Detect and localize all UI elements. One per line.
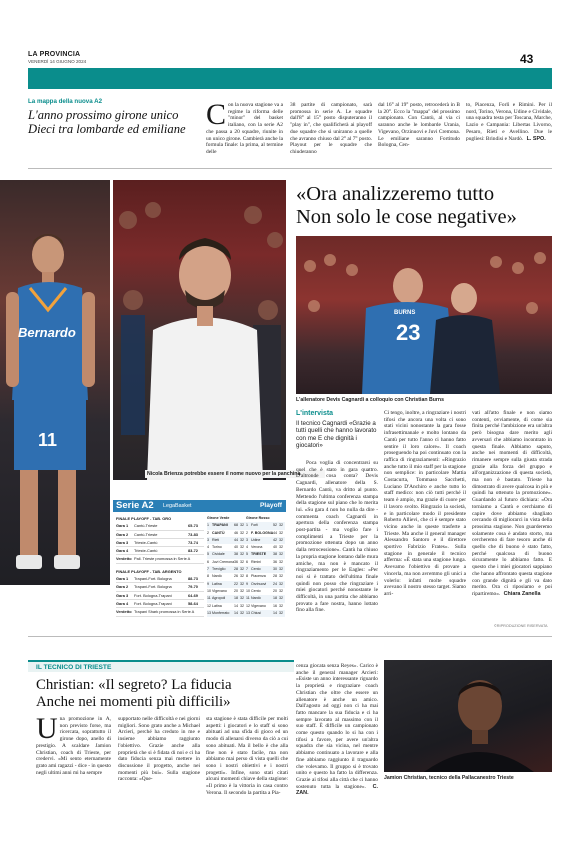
interview-illustration bbox=[296, 236, 552, 394]
standings-g: 32 bbox=[279, 603, 283, 608]
standings-n: 10 bbox=[207, 588, 211, 593]
main-headline-line1: «Ora analizzeremo tutto bbox=[296, 183, 495, 205]
standings-row bbox=[246, 595, 285, 602]
standings-p: 68 bbox=[234, 523, 238, 528]
standings-row bbox=[246, 522, 285, 529]
standings-g: 32 bbox=[279, 581, 283, 586]
standings-p: 28 bbox=[273, 574, 277, 579]
standings-table-a bbox=[207, 522, 246, 617]
standings-row bbox=[246, 581, 285, 588]
article-col-1 bbox=[296, 460, 378, 614]
result-row bbox=[116, 531, 204, 539]
result-s: 73-74 bbox=[188, 539, 198, 545]
standings-n: 7 bbox=[246, 567, 248, 572]
standings-p: 46 bbox=[234, 530, 238, 535]
standings-n: 1 bbox=[246, 523, 248, 528]
standings-row bbox=[246, 559, 285, 566]
publication-date: VENERDÌ 14 GIUGNO 2024 bbox=[28, 59, 87, 64]
section-divider-2 bbox=[28, 636, 552, 637]
standings-t: Rimini bbox=[251, 559, 261, 564]
standings-p: 18 bbox=[273, 596, 277, 601]
standings-table-b bbox=[246, 522, 285, 617]
main-headline bbox=[296, 183, 552, 229]
result-g: Gara 1 bbox=[116, 576, 129, 582]
bottom-headline-line2: Anche nei momenti più difficili» bbox=[36, 693, 231, 710]
standings-p: 38 bbox=[273, 552, 277, 557]
result-m: Cantù-Trieste bbox=[134, 531, 158, 537]
standings-p: 40 bbox=[234, 545, 238, 550]
results-box bbox=[113, 500, 286, 630]
finals-gold-rows bbox=[116, 522, 204, 563]
standings bbox=[207, 515, 285, 617]
result-m: Fort. Bologna-Trapani bbox=[134, 592, 172, 598]
standings-g: 32 bbox=[240, 530, 244, 535]
interview-kicker: L'intervista bbox=[296, 410, 334, 417]
standings-row bbox=[207, 588, 246, 595]
standings-p: 14 bbox=[234, 603, 238, 608]
standings-g: 32 bbox=[240, 567, 244, 572]
result-m: Cantù-Trieste bbox=[134, 523, 158, 529]
trieste-coach-illustration bbox=[384, 660, 552, 772]
results-finals bbox=[116, 515, 204, 617]
standings-g: 32 bbox=[279, 537, 283, 542]
result-row bbox=[116, 583, 204, 591]
result-s: 65-73 bbox=[188, 523, 198, 529]
standings-n: 1 bbox=[207, 523, 209, 528]
player-illustration bbox=[0, 180, 110, 585]
standings-n: 6 bbox=[207, 559, 209, 564]
brief-text-4: to, Piacenza, Forlì e Rimini. Per il nord, Torino, Verona, Udine e Cividale, una squadra testa per Toscana, Marche, Lazio e Campania: Libertas Livorno, Pesaro, Rieti e Avellino. Due le pugliesi: Brindisi e Nardò. bbox=[466, 102, 552, 142]
standings-n: 11 bbox=[207, 596, 211, 601]
standings-g: 32 bbox=[240, 596, 244, 601]
result-s: 79-70 bbox=[188, 584, 198, 590]
standings-row bbox=[246, 588, 285, 595]
standings-p: 52 bbox=[273, 523, 277, 528]
standings-t: Monferrato bbox=[212, 610, 230, 615]
results-header bbox=[113, 500, 286, 512]
player-photo bbox=[0, 180, 110, 585]
standings-p: 26 bbox=[234, 574, 238, 579]
standings-p: 20 bbox=[234, 588, 238, 593]
standings-t: Cividale bbox=[212, 552, 225, 557]
standings-row bbox=[207, 595, 246, 602]
standings-g: 32 bbox=[240, 588, 244, 593]
finals-silver-title: FINALE PLAYOFF - TAB. ARGENTO bbox=[116, 568, 182, 574]
standings-g: 32 bbox=[279, 574, 283, 579]
standings-g: 32 bbox=[240, 537, 244, 542]
standings-row bbox=[207, 522, 246, 529]
result-row bbox=[116, 539, 204, 547]
bottom-col-2 bbox=[118, 716, 200, 783]
result-m: Pall. Trieste promossa in Serie A bbox=[134, 556, 191, 562]
standings-t: Agropoli bbox=[212, 596, 226, 601]
standings-n: 8 bbox=[246, 574, 248, 579]
copyright-notice: ©RIPRODUZIONE RISERVATA bbox=[494, 624, 548, 628]
standings-t: Treviglio bbox=[212, 567, 226, 572]
standings-g: 32 bbox=[279, 610, 283, 615]
standings-t: Nardò bbox=[212, 574, 222, 579]
standings-row bbox=[207, 581, 246, 588]
bottom-col-3 bbox=[206, 716, 288, 796]
player-jersey-name: BURNS bbox=[394, 310, 416, 316]
standings-p: 38 bbox=[234, 552, 238, 557]
bottom-kicker-bar bbox=[28, 660, 294, 672]
standings-row bbox=[207, 530, 246, 537]
league-name: Serie A2 bbox=[116, 500, 154, 511]
standings-t: Cento bbox=[251, 567, 261, 572]
standings-p: 44 bbox=[234, 537, 238, 542]
bottom-col-1 bbox=[36, 712, 111, 776]
result-m: Trieste-Cantù bbox=[134, 548, 158, 554]
bottom-kicker: IL TECNICO DI TRIESTE bbox=[36, 664, 112, 671]
standings-n: 5 bbox=[207, 552, 209, 557]
standings-n: 13 bbox=[246, 610, 250, 615]
result-row bbox=[116, 600, 204, 608]
standings-n: 4 bbox=[207, 545, 209, 550]
result-m: Trieste-Cantù bbox=[134, 539, 158, 545]
result-g: Gara 2 bbox=[116, 531, 129, 537]
interview-photo-caption: L'allenatore Devis Cagnardi a colloquio con Christian Burns bbox=[296, 397, 444, 403]
brief-text-2: 38 partite di campionato, sarà promossa in serie A. Le squadre dall'8° al 15° posto disputeranno il "play in", che qualificherà ai playoff due squadre che si uniranno a quelle che avranno chiuso dal 2° al 7° posto. Playout per le squadre che chiuderanno bbox=[290, 102, 372, 155]
standings-g: 32 bbox=[279, 545, 283, 550]
jersey-number: 11 bbox=[38, 430, 58, 450]
brief-text-1: on la nuova stagione va a regime la riforma delle "minor" del basket italiano, con la serie A2 che passa a 20 squadre, riunite in un unico girone. Cambierà anche la formula finale: la prima, al termine delle bbox=[206, 102, 283, 155]
standings-n: 13 bbox=[207, 610, 211, 615]
standings-n: 12 bbox=[246, 603, 250, 608]
result-g: Gara 4 bbox=[116, 548, 129, 554]
bottom-text-1: na promozione in A, non previsto forse, ma ricercata, soprattutto il girone dopo, anello di prestigio. A scaldare Jamion Christian, coach di Trieste, per credervi. «Mi sento eternamente grato ami ragazzi - dice - in questo negli ultimi anni mi ha sempre bbox=[36, 716, 111, 776]
standings-row bbox=[207, 544, 246, 551]
result-row bbox=[116, 522, 204, 530]
standings-t: Vigevano bbox=[251, 603, 266, 608]
standings-p: 28 bbox=[234, 567, 238, 572]
bottom-text-4: cenza giocata senza Reyes». Carico è anche il general manager Arcieri: «Esiste un anno interessante riguardo la proprietà e ringraziare coach Christian che oltre che essere un allenatore è anche un amico. Dall'agosto ad oggi non ci ha mai fatto mancare la sua fiducia e ci ha sempre lavorato al massimo con il suo staff. È difficile un campionato come questo quando lo si ha con i tifosi a favore, per avere un'altra squadra che sia vicina, nel mentre abbiamo continuato a lavorare e alla fine abbiamo raggiunto il traguardo che volevamo. Il gruppo si è trovato unito e questo ha fatto la differenza. Grazie ai tifosi alla città che ci hanno sostenuto tutta la stagione». bbox=[296, 663, 378, 790]
standings-n: 11 bbox=[246, 596, 250, 601]
result-m: Fort. Bologna-Trapani bbox=[134, 600, 172, 606]
coach-photo-caption: Nicola Brienza potrebbe essere il nome nuovo per la panchina bbox=[145, 470, 325, 478]
standings-p: 36 bbox=[234, 559, 238, 564]
result-row bbox=[116, 608, 204, 616]
standings-p: 14 bbox=[273, 610, 277, 615]
standings-t: Verona bbox=[251, 545, 263, 550]
standings-g: 32 bbox=[279, 552, 283, 557]
standings-row bbox=[246, 603, 285, 610]
result-s bbox=[188, 555, 204, 562]
standings-p: 42 bbox=[273, 537, 277, 542]
standings-g: 32 bbox=[240, 552, 244, 557]
finals-silver-rows bbox=[116, 575, 204, 616]
section-divider bbox=[28, 168, 552, 169]
standings-n: 6 bbox=[246, 559, 248, 564]
result-s bbox=[188, 608, 204, 615]
league-sub: LegaBasket bbox=[163, 503, 192, 509]
standings-t: Rieti bbox=[212, 537, 220, 542]
brief-title-line1: L'anno prossimo girone unico bbox=[28, 108, 179, 122]
brief-col-2 bbox=[290, 102, 372, 156]
result-g: Gara 3 bbox=[116, 592, 129, 598]
standings-g: 32 bbox=[240, 545, 244, 550]
result-s: 58-64 bbox=[188, 600, 198, 606]
player-jersey-number: 23 bbox=[396, 320, 421, 345]
standings-g: 32 bbox=[240, 603, 244, 608]
header-bar bbox=[28, 68, 552, 89]
standings-header bbox=[207, 515, 285, 522]
standings-row bbox=[207, 566, 246, 573]
standings-n: 3 bbox=[246, 537, 248, 542]
standings-row bbox=[207, 551, 246, 558]
standings-p: 20 bbox=[273, 588, 277, 593]
standings-row bbox=[207, 610, 246, 617]
standings-n: 10 bbox=[246, 588, 250, 593]
result-row bbox=[116, 547, 204, 555]
standings-p: 24 bbox=[273, 581, 277, 586]
bottom-signature: C. ZAN. bbox=[296, 783, 378, 797]
standings-row bbox=[246, 537, 285, 544]
standings-g: 32 bbox=[240, 559, 244, 564]
standings-p: 36 bbox=[273, 559, 277, 564]
standings-t: Torino bbox=[212, 545, 222, 550]
standings-t: TRAPANI bbox=[212, 523, 228, 528]
standings-n: 3 bbox=[207, 537, 209, 542]
article-signature: Chiara Zanella bbox=[503, 590, 541, 597]
standings-t: Juvi Cremona bbox=[212, 559, 235, 564]
standings-p: 18 bbox=[234, 596, 238, 601]
standings-head-b: Girone Rosso bbox=[246, 516, 270, 520]
article-text-1: Poca voglia di concentrarsi su quel che è stato in gara quattro. D'altronde cosa conta? Devis Cagnardi, allenatore della S. Bernardo Cantù, va dritto al punto. Mettendo l'ultima conferenza stampa della stagione sul piano che lo merita lui. «Su gara 4 non ho nulla da dire - commenta coach Cagnardi in apertura della conferenza stampa post-partita - ma voglio fare i complimenti a Trieste per la promozione ottenuta dopo un anno dalla retrocessione». Cantù ha chiuso la propria stagione lontano dalle mura amiche, ma non è mancato il ringraziamento per le Eagles: «Per noi si è trattato dell'ultima finale quindi non posso che ringraziare i miei giocatori perché nonostante le difficoltà, in una partita che abbiamo provato a fare nostra, hanno lottato fino alla fine. bbox=[296, 460, 378, 614]
standings-row bbox=[246, 573, 285, 580]
standings-n: 2 bbox=[246, 530, 248, 535]
result-m: Trapani Shark promossa in Serie A bbox=[134, 609, 195, 615]
bottom-text-3: sta stagione è stata difficile per molti aspetti: i giocatori e lo staff si sono abituati ad una sfida di gioco ed un modo di allenarsi diverso da ciò a cui sono abituati. Ma il bello è che alla fine non è stato facile, ma non abbiamo mai perso di vista quelli che sono i nostri obiettivi e i nostri progetti». Infine, sono stati citati alcuni momenti chiave della stagione: «Il primo è la vittoria in casa contro Verona. Il secondo la partita a Pia- bbox=[206, 716, 288, 796]
interview-intro: Il tecnico Cagnardi «Grazie a tutti quelli che hanno lavorato con me E che dignità i giocatori» bbox=[296, 420, 377, 450]
phase-tag: Playoff bbox=[260, 502, 282, 509]
standings-t: TRIESTE bbox=[251, 552, 267, 557]
standings-p: 30 bbox=[273, 567, 277, 572]
standings-n: 5 bbox=[246, 552, 248, 557]
finals-gold-title: FINALE PLAYOFF - TAB. ORO bbox=[116, 516, 172, 521]
standings-g: 32 bbox=[240, 581, 244, 586]
standings-p: 44 bbox=[273, 530, 277, 535]
standings-g: 32 bbox=[279, 523, 283, 528]
result-s: 83-72 bbox=[188, 548, 198, 554]
standings-row bbox=[207, 559, 246, 566]
standings-g: 32 bbox=[279, 588, 283, 593]
standings-t: Piacenza bbox=[251, 574, 266, 579]
brief-col-4 bbox=[466, 102, 552, 142]
result-g: Verdetto bbox=[116, 556, 132, 562]
standings-row bbox=[246, 566, 285, 573]
brief-kicker: La mappa della nuova A2 bbox=[28, 98, 103, 105]
brief-col-3 bbox=[378, 102, 460, 149]
result-m: Trapani-Fort. Bologna bbox=[134, 576, 172, 582]
trieste-coach-caption: Jamion Christian, tecnico della Pallacanestro Trieste bbox=[384, 775, 514, 781]
standings-row bbox=[246, 544, 285, 551]
coach-illustration bbox=[113, 180, 286, 480]
article-col-3 bbox=[472, 410, 552, 598]
standings-t: Latina bbox=[212, 581, 222, 586]
result-g: Verdetto bbox=[116, 609, 132, 615]
brief-title-line2: Dieci tra lombarde ed emiliane bbox=[28, 122, 186, 136]
result-s: 64-69 bbox=[188, 592, 198, 598]
brief-signature: L. SPO. bbox=[526, 135, 546, 142]
standings-p: 22 bbox=[234, 581, 238, 586]
brief-col-1 bbox=[206, 98, 283, 156]
standings-n: 8 bbox=[207, 574, 209, 579]
standings-t: Vigevano bbox=[212, 588, 227, 593]
standings-n: 7 bbox=[207, 567, 209, 572]
standings-p: 14 bbox=[234, 610, 238, 615]
page-number: 43 bbox=[520, 52, 534, 66]
standings-t: Forlì bbox=[251, 523, 259, 528]
standings-g: 32 bbox=[279, 567, 283, 572]
jersey-brand: Bernardo bbox=[18, 325, 76, 340]
standings-t: F. BOLOGNA bbox=[251, 530, 274, 535]
standings-row bbox=[246, 551, 285, 558]
standings-g: 32 bbox=[240, 574, 244, 579]
standings-row bbox=[207, 537, 246, 544]
standings-g: 32 bbox=[279, 530, 283, 535]
standings-row bbox=[207, 603, 246, 610]
standings-n: 9 bbox=[207, 581, 209, 586]
article-text-2: Ci tengo, inoltre, a ringraziare i nostri tifosi che ancora una volta ci sono stati vicini nonostante la gara fosse infrasettimanale e molto lontano da Cantù per tutto l'anno ci hanno fatto sentire il loro calore». Il coach proseguendo ha poi continuato con la raffica di ringraziamenti: «Ringrazio anche tutto il mio staff per la stagione non semplice: in particolare Mattia Costacurta, Tommaso Sacchetti, Luciano D'Anchiro e anche tutto lo staff medico: non ciò tutti perché il team è ampio, ma grazie di cuore per il lavoro svolto. Ringrazio la società, e in particolare modo il presidente Roberto Allievi, che ci è sempre stato vicino anche in queste trasferte a Trieste. Ma anche il general manager Alessandro Santoro e il direttore sportivo Fabrizio Frates». Sulla stagione in generale il tecnico afferma: «È stata una stagione lunga. Avevamo l'obiettivo di provare a vincerla, ma non avremmo gli unici a volerlo: infatti molte squadre avevano il nostro stesso target. Siamo arri- bbox=[384, 410, 466, 597]
masthead bbox=[28, 51, 552, 64]
result-row bbox=[116, 592, 204, 600]
result-g: Gara 3 bbox=[116, 539, 129, 545]
standings-t: CANTÙ bbox=[212, 530, 225, 535]
result-row bbox=[116, 555, 204, 563]
brief-title bbox=[28, 108, 208, 136]
standings-row bbox=[246, 530, 285, 537]
standings-n: 4 bbox=[246, 545, 248, 550]
standings-t: Latina bbox=[212, 603, 222, 608]
standings-p: 16 bbox=[273, 603, 277, 608]
article-text-3: vati all'atto finale e non siamo contenti, ovviamente, di come sia finita perché l'ambizione era un'altra però bisogna dare merito agli avversari che abbiamo incontrato in questa finale. Abbiamo saputo, anche nei momenti di difficoltà, rimanere sempre sulla giusta strada grazie alla forza del gruppo e all'organizzazione di questa società, ma non è bastato. Trieste ha dimostrato di avere qualcosa in più e quindi ha ottenuto la promozione». Guardando al futuro dichiara: «Ora torniamo a Cantù e cerchiamo di capire dove abbiamo sbagliato cercando di migliorarci in vista della prossima stagione. Non guarderemo solamente cosa è andato storto, ma cercheremo di fare tesoro anche di quello che di buono è stato fatto, perché qualcosa di buono sicuramente lo abbiamo fatto. E questo che i miei giocatori sappiano che hanno affrontato questa stagione con grande dignità e gli va dato merito. Ora ci riposiamo e poi ripartiremo». bbox=[472, 410, 552, 597]
standings-t: Orzinuovi bbox=[251, 581, 267, 586]
standings-g: 32 bbox=[240, 523, 244, 528]
brief-text-3: dal 16° al 19° posto, retrocederà in B la 20°. Ecco la "mappa" del prossimo campionato. Con Cantù, al via ci saranno anche le lombarde Urania, Vigevano, Orzinuovi e Juvi Cremona. Le emiliane saranno Fortitudo Bologna, Cen- bbox=[378, 102, 460, 149]
newspaper-name: LA PROVINCIA bbox=[28, 51, 81, 58]
standings-t: Nardò bbox=[251, 596, 261, 601]
main-headline-line2: Non solo le cose negative» bbox=[296, 206, 517, 228]
standings-g: 32 bbox=[279, 559, 283, 564]
standings-n: 12 bbox=[207, 603, 211, 608]
result-g: Gara 1 bbox=[116, 523, 129, 529]
result-row bbox=[116, 575, 204, 583]
result-s: 88-73 bbox=[188, 576, 198, 582]
standings-body bbox=[207, 522, 285, 617]
standings-g: 32 bbox=[240, 610, 244, 615]
coach-photo bbox=[113, 180, 301, 480]
standings-t: Chiusi bbox=[251, 610, 261, 615]
bottom-dropcap: U bbox=[36, 712, 58, 745]
result-g: Gara 4 bbox=[116, 600, 129, 606]
standings-t: Udine bbox=[251, 537, 261, 542]
dropcap: C bbox=[206, 98, 227, 131]
standings-n: 9 bbox=[246, 581, 248, 586]
standings-head-a: Girone Verde bbox=[207, 516, 230, 520]
standings-row bbox=[207, 573, 246, 580]
trieste-coach-photo bbox=[384, 660, 552, 772]
bottom-col-4 bbox=[296, 663, 378, 797]
bottom-text-2: supportato nelle difficoltà e nei giorni migliori. Sono grato anche a Michael Arcieri, perché ha creduto in me e insieme abbiamo raggiunto l'obiettivo. Grazie anche alla proprietà che si è fidata di noi e ci ha dato fiducia senza mai mettere in discussione il progetto, anche nei momenti più bui». Sulla stagione racconta: «Que- bbox=[118, 716, 200, 783]
article-col-2 bbox=[384, 410, 466, 598]
bottom-headline bbox=[36, 677, 296, 711]
bottom-headline-line1: Christian: «Il segreto? La fiducia bbox=[36, 677, 232, 693]
standings-p: 40 bbox=[273, 545, 277, 550]
result-g: Gara 2 bbox=[116, 584, 129, 590]
result-s: 73-83 bbox=[188, 531, 198, 537]
standings-t: Cento bbox=[251, 588, 261, 593]
result-m: Trapani-Fort. Bologna bbox=[134, 584, 172, 590]
interview-photo bbox=[296, 236, 552, 394]
standings-g: 32 bbox=[279, 596, 283, 601]
standings-n: 2 bbox=[207, 530, 209, 535]
standings-row bbox=[246, 610, 285, 617]
